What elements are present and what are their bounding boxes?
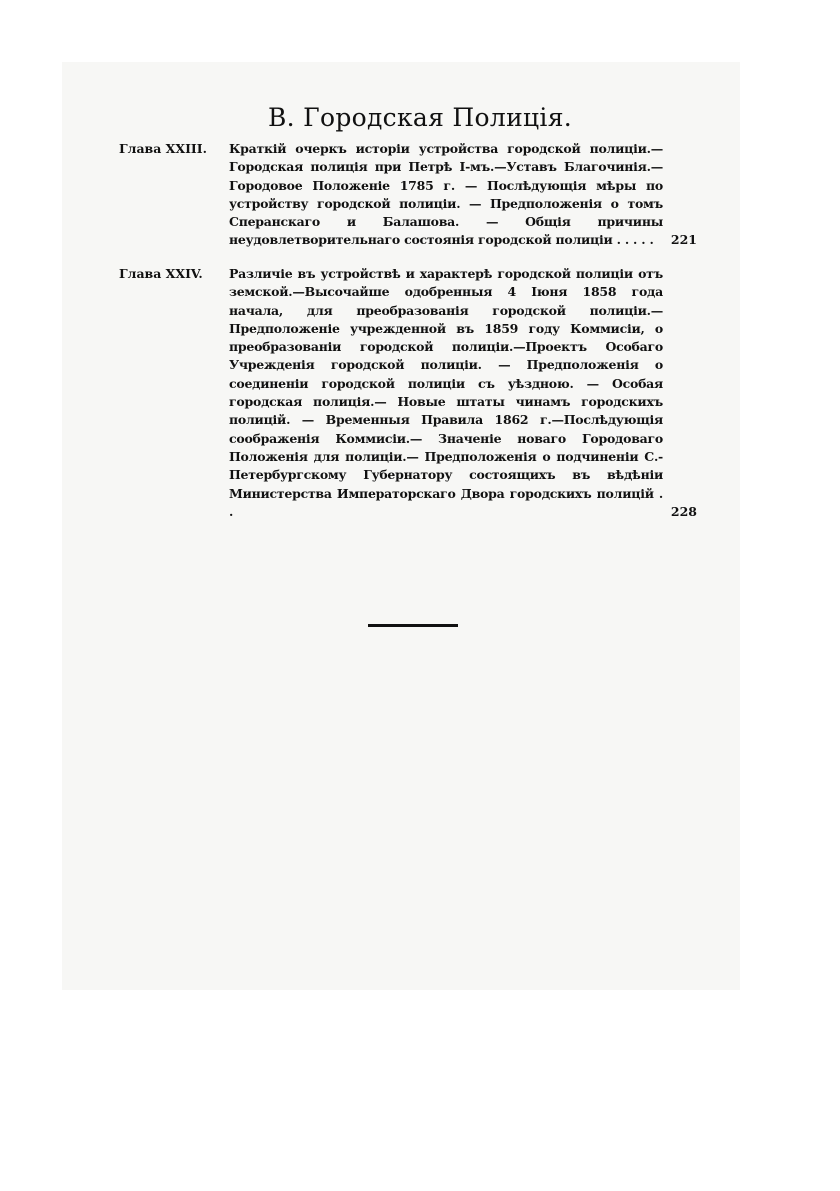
chapter-summary: Краткій очеркъ исторіи устройства городской полиціи.— Городская полиція при Петрѣ І-мъ.—Уставъ Благочинія.— Городовое Положеніе 1785 г. — Послѣдующія мѣры по устройству городской полиціи. — Предположенія о томъ Сперанскаго и Балашова. — Общія причины неудовлетворительнаго состоянія городской полиціи . . . . . [229,141,663,248]
section-title: В. Городская Полиція. [267,102,573,132]
page-number: 221 [670,232,697,248]
section-divider [368,624,458,627]
toc-entry-chapter-24 [119,265,697,521]
page-number: 228 [670,503,697,519]
toc-entry-chapter-23 [119,140,697,250]
chapter-summary: Различіе въ устройствѣ и характерѣ городской полиціи отъ земской.—Высочайше одобренныя 4 Іюня 1858 года начала, для преобразованія городской полиціи.—Предположеніе учрежденной въ 1859 году Коммисіи, о преобразованіи городской полиціи.—Проектъ Особаго Учрежденія городской полиціи. — Предположенія о соединеніи городской полиціи съ уѣздною. — Особая городская полиція.— Новые штаты чинамъ городскихъ полицій. — Временныя Правила 1862 г.—Послѣдующія соображенія Коммисіи.— Значеніе новаго Городоваго Положенія для полиціи.— Предположенія о подчиненіи С.-Петербургскому Губернатору состоящихъ въ вѣдѣніи Министерства Императорскаго Двора городскихъ полицій . . [229,266,663,519]
chapter-label: Глава XXIV. [119,266,203,281]
chapter-label: Глава XXIII. [119,141,207,156]
